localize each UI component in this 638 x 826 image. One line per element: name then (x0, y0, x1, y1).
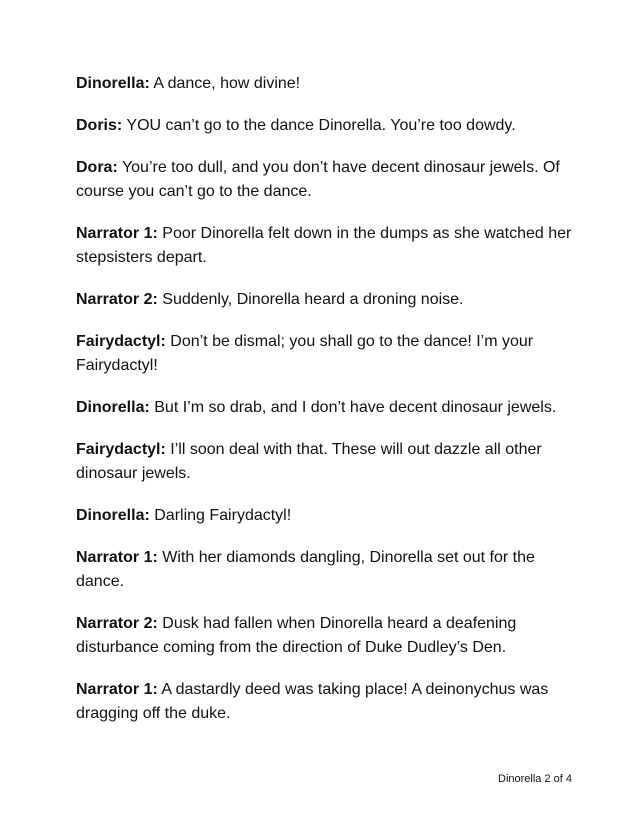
dialogue-text: Suddenly, Dinorella heard a droning noise. (162, 291, 464, 308)
script-line (76, 156, 576, 204)
speaker-name: Fairydactyl: (76, 333, 166, 350)
script-line (76, 504, 576, 528)
script-line (76, 678, 576, 726)
speaker-name: Dora: (76, 159, 118, 176)
dialogue-text: I’ll soon deal with that. These will out dazzle all other dinosaur jewels. (76, 441, 542, 482)
speaker-name: Dinorella: (76, 399, 150, 416)
speaker-name: Narrator 2: (76, 291, 158, 308)
script-line (76, 612, 576, 660)
dialogue-text: YOU can’t go to the dance Dinorella. You’re too dowdy. (126, 117, 516, 134)
dialogue-text: You’re too dull, and you don’t have decent dinosaur jewels. Of course you can’t go to the dance. (76, 159, 560, 200)
dialogue-text: A dance, how divine! (153, 75, 301, 92)
script-line (76, 438, 576, 486)
script-line (76, 222, 576, 270)
script-line (76, 114, 576, 138)
script-line (76, 330, 576, 378)
script-line (76, 72, 576, 96)
dialogue-text: Poor Dinorella felt down in the dumps as she watched her stepsisters depart. (76, 225, 572, 266)
dialogue-text: Darling Fairydactyl! (154, 507, 292, 524)
dialogue-text: With her diamonds dangling, Dinorella set out for the dance. (76, 549, 535, 590)
speaker-name: Narrator 1: (76, 681, 158, 698)
dialogue-text: Dusk had fallen when Dinorella heard a deafening disturbance coming from the direction of Duke Dudley’s Den. (76, 615, 517, 656)
speaker-name: Narrator 1: (76, 225, 158, 242)
script-line (76, 396, 576, 420)
script-line (76, 288, 576, 312)
speaker-name: Fairydactyl: (76, 441, 166, 458)
speaker-name: Narrator 2: (76, 615, 158, 632)
dialogue-text: A dastardly deed was taking place! A deinonychus was dragging off the duke. (76, 681, 549, 722)
speaker-name: Dinorella: (76, 75, 150, 92)
speaker-name: Doris: (76, 117, 123, 134)
speaker-name: Narrator 1: (76, 549, 158, 566)
dialogue-text: Don’t be dismal; you shall go to the dance! I’m your Fairydactyl! (76, 333, 534, 374)
dialogue-text: But I’m so drab, and I don’t have decent dinosaur jewels. (154, 399, 557, 416)
speaker-name: Dinorella: (76, 507, 150, 524)
page-footer: Dinorella 2 of 4 (498, 773, 572, 785)
script-line (76, 546, 576, 594)
script-body (76, 72, 576, 726)
